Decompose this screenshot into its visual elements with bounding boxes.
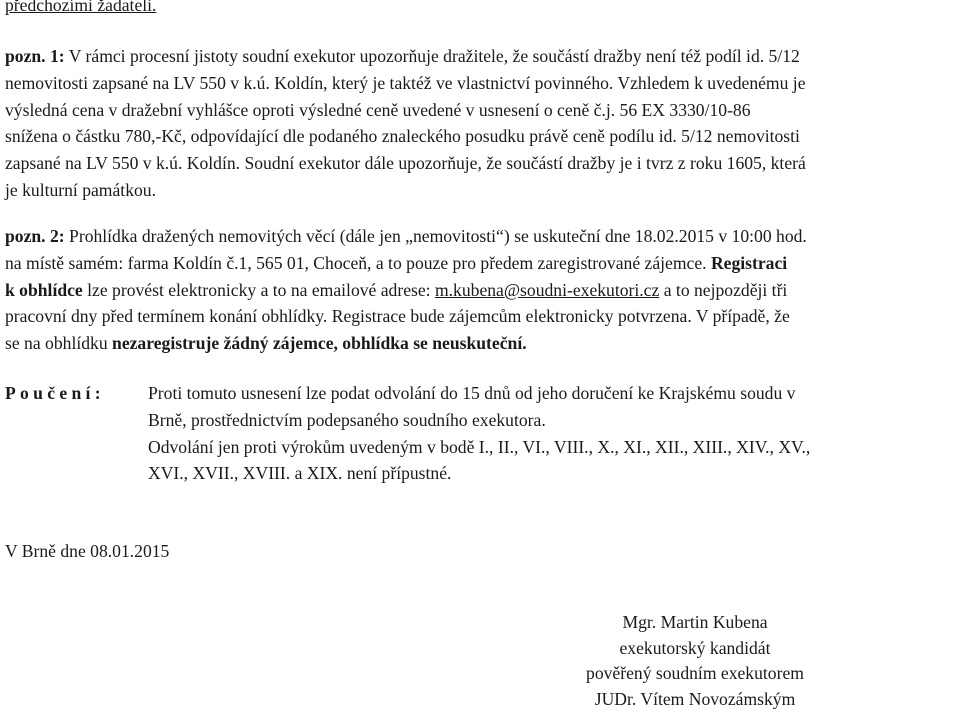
note2-line-2 — [5, 250, 958, 277]
top-line-text: předchozími žadateli. — [5, 0, 156, 15]
instruction-label: Poučení: — [5, 380, 105, 407]
note1-line-5: zapsané na LV 550 v k.ú. Koldín. Soudní exekutor dále upozorňuje, že součástí dražby je i tvrz z roku 1605, která — [5, 150, 958, 177]
instruction-text — [148, 380, 958, 487]
note2-warning: nezaregistruje žádný zájemce, obhlídka se neuskuteční. — [112, 333, 527, 353]
signature-authority: pověřený soudním exekutorem — [530, 661, 860, 687]
note1-line-3: výsledná cena v dražební vyhlášce oproti výsledné ceně uvedené v usnesení o ceně č.j. 56 EX 3330/10-86 — [5, 97, 958, 124]
instruction-line-4: XVI., XVII., XVIII. a XIX. není přípustné. — [148, 460, 958, 487]
signature-executor: JUDr. Vítem Novozámským — [530, 687, 860, 712]
instruction-line-3: Odvolání jen proti výrokům uvedeným v bodě I., II., VI., VIII., X., XI., XII., XIII., XIV., XV., — [148, 434, 958, 461]
signature-name: Mgr. Martin Kubena — [530, 610, 860, 636]
note1-line-2: nemovitosti zapsané na LV 550 v k.ú. Koldín, který je taktéž ve vlastnictví povinného. Vzhledem k uvedenému je — [5, 70, 958, 97]
note2-line-3 — [5, 277, 958, 304]
note2-line-4: pracovní dny před termínem konání obhlídky. Registrace bude zájemcům elektronicky potvrzena. V případě, že — [5, 303, 958, 330]
note1-line-1-text: V rámci procesní jistoty soudní exekutor upozorňuje dražitele, že součástí dražby není též podíl id. 5/12 — [69, 46, 800, 66]
instruction-line-1: Proti tomuto usnesení lze podat odvolání do 15 dnů od jeho doručení ke Krajskému soudu v — [148, 380, 958, 407]
note2-line-5-text: se na obhlídku — [5, 333, 108, 353]
instruction-line-2: Brně, prostřednictvím podepsaného soudního exekutora. — [148, 407, 958, 434]
signature-role: exekutorský kandidát — [530, 636, 860, 662]
note2-line-1-text: Prohlídka dražených nemovitých věcí (dále jen „nemovitosti“) se uskuteční dne 18.02.2015 v 10:00 hod. — [69, 226, 807, 246]
note2-inspection-label: k obhlídce — [5, 280, 83, 300]
note2-line-2-text: na místě samém: farma Koldín č.1, 565 01, Choceň, a to pouze pro předem zaregistrované zájemce. — [5, 253, 707, 273]
note1-line-4: snížena o částku 780,-Kč, odpovídající dle podaného znaleckého posudku právě ceně podílu id. 5/12 nemovitosti — [5, 123, 958, 150]
note2-line-5 — [5, 330, 958, 357]
note-1 — [5, 43, 958, 204]
note2-line-3-text: lze provést elektronicky a to na emailové adrese: — [87, 280, 430, 300]
note-2 — [5, 223, 958, 357]
note1-line-6: je kulturní památkou. — [5, 177, 958, 204]
email-link[interactable]: m.kubena@soudni-exekutori.cz — [435, 280, 659, 300]
note2-label: pozn. 2: — [5, 226, 65, 246]
note2-line-3-end: a to nejpozději tři — [664, 280, 788, 300]
note2-registration-label: Registraci — [711, 253, 787, 273]
note1-label: pozn. 1: — [5, 46, 65, 66]
document-date: V Brně dne 08.01.2015 — [5, 538, 169, 565]
previous-text-line — [5, 0, 156, 19]
signature-block — [530, 610, 860, 712]
note1-line-1 — [5, 43, 958, 70]
note2-line-1 — [5, 223, 958, 250]
